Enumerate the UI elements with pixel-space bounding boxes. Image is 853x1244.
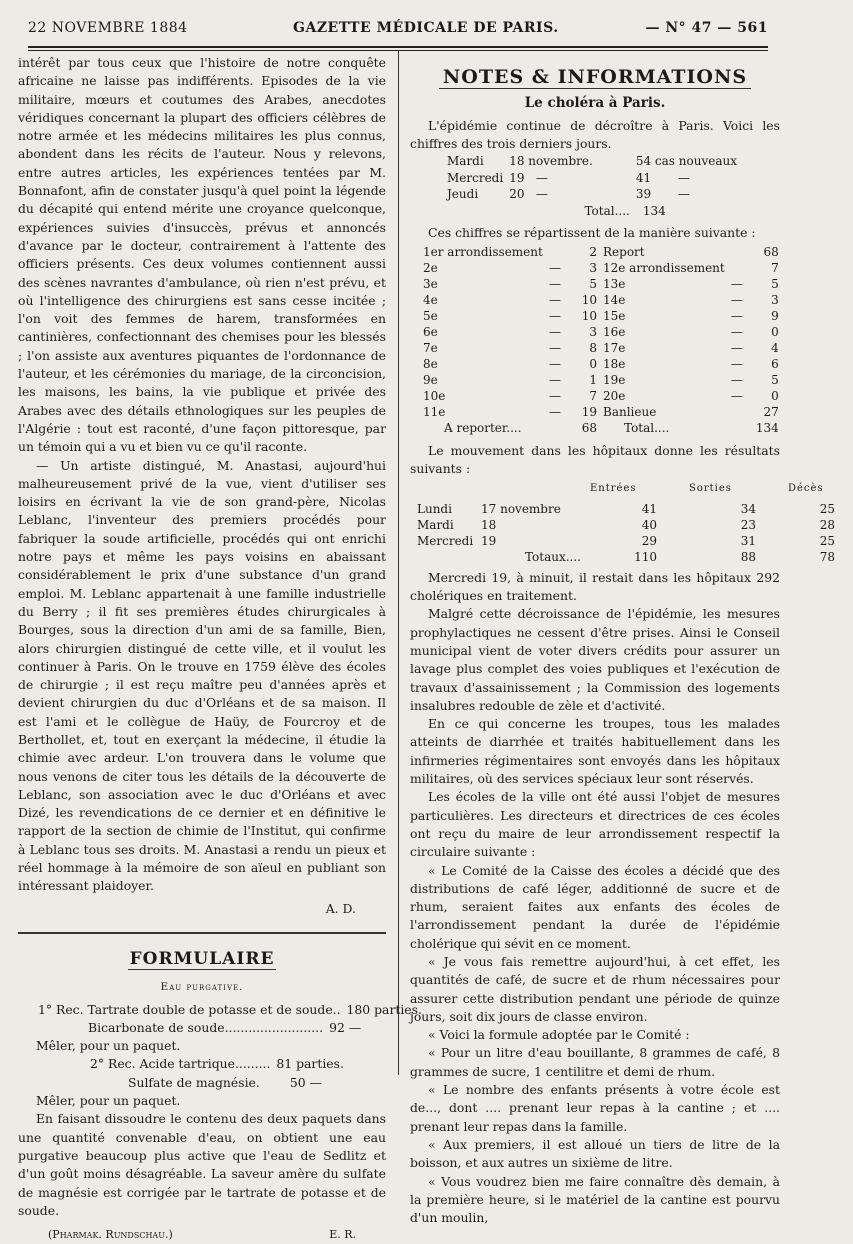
dash-mark: — — [730, 340, 743, 355]
table-row — [600, 324, 782, 340]
dash-mark: — — [549, 292, 561, 307]
arrondissement-label: 14e — [603, 292, 626, 307]
sorties-value: 31 — [740, 533, 756, 548]
dash-mark: — — [730, 372, 743, 387]
dash-mark — [728, 244, 746, 260]
recipe-line — [18, 1019, 386, 1037]
table-row — [420, 404, 600, 420]
column-divider — [398, 50, 399, 1075]
arrondissement-label: 7e — [423, 340, 438, 355]
case-count: 0 — [771, 324, 779, 339]
left-column — [18, 54, 422, 1244]
table-row — [420, 372, 600, 388]
arrondissement-label: 16e — [603, 324, 626, 339]
recipe-1b-ingredient: Bicarbonate de soude......................... — [88, 1019, 324, 1035]
dash-mark: — — [549, 308, 561, 323]
left-paragraph-2: — Un artiste distingué, M. Anastasi, aujourd'hui malheureusement privé de la vue, vient d'utiliser ses loisirs en écrivant la vie de son grand-père, Nicolas Leblanc, l'inventeur des premiers procédés pour fabriquer la soude artificielle, procédés qui ont enrichi notre pays et même les pays voisins en abaissant considérablement le prix d'une substance d'un grand emploi. M. Leblanc appartenait à une famille industrielle du Berry ; il fit ses premières études chirurgicales à Bourges, sous la direction d'un ami de sa famille, Bien, alors chirurgien distingué de cette ville, et il voulut les continuer à Paris. On le trouve en 1759 élève des écoles de chirurgie ; il est reçu maître peu d'années après et devient chirurgien du duc d'Orléans et de sa maison. Il est l'ami et le collègue de Haüy, de Fourcroy et de Berthollet, et, tout en exerçant la médecine, il étudie la chimie avec ardeur. L'on trouvera dans le volume que nous venons de citer tous les détails de la découverte de Leblanc, son association avec le duc d'Orléans et avec Dizé, les revendications de ce dernier et en définitive le rapport de la section de chimie de l'Institut, qui confirme à Leblanc tous ses droits. M. Anastasi a rendu un pieux et réel hommage à la mémoire de son aïeul en publiant son intéressant plaidoyer. — [18, 457, 386, 894]
paragraph: « Je vous fais remettre aujourd'hui, à cet effet, les quantités de café, de sucre et de rhum nécessaires pour assurer cette distribution pendant une période de quinze jours, soit dix jours de classe environ. — [410, 953, 780, 1024]
day-date: 19 — [481, 533, 497, 548]
day-date: 18 novembre. — [509, 154, 593, 169]
header-rule — [28, 46, 768, 48]
table-row — [420, 356, 600, 372]
recipe-2b-ingredient: Sulfate de magnésie. — [128, 1074, 260, 1090]
case-count: 3 — [589, 260, 597, 275]
dash-mark: — — [730, 276, 743, 291]
arrondissement-tables — [410, 244, 780, 436]
dash-mark: — — [549, 372, 561, 387]
formulaire-subtitle: Eau purgative. — [160, 981, 244, 994]
table-row — [600, 340, 782, 356]
case-count: 7 — [771, 260, 779, 275]
dash-mark: — — [549, 260, 561, 275]
table-row — [600, 356, 782, 372]
recipe-line — [18, 1074, 386, 1092]
table-row — [420, 308, 600, 324]
arrondissement-label: 11e — [423, 404, 446, 419]
total-label: Total.... — [624, 420, 670, 435]
arrondissement-table-right — [600, 244, 782, 436]
recipe-2-ingredient: 2° Rec. Acide tartrique......... — [90, 1056, 271, 1072]
dash-mark: — — [549, 276, 561, 291]
table-row — [420, 292, 600, 308]
case-count: 5 — [771, 276, 779, 291]
dash-mark: — — [549, 340, 561, 355]
dash-mark: — — [549, 388, 561, 403]
paragraph: « Le Comité de la Caisse des écoles a décidé que des distributions de café léger, additionné de sucre et de rhum, seraient faites aux enfants des écoles de l'arrondissement pendant la durée de l'épidémie cholérique qui sévit en ce moment. — [410, 862, 780, 951]
arrondissement-table-left — [420, 244, 600, 436]
dash-mark — [728, 404, 746, 420]
day-date: 18 — [481, 517, 497, 532]
entrees-value: 41 — [641, 501, 657, 516]
paragraph: Mercredi 19, à minuit, il restait dans les hôpitaux 292 cholériques en traitement. — [410, 569, 780, 604]
dash-mark: — — [730, 388, 743, 403]
mix-instruction: Mêler, pour un paquet. — [36, 1093, 181, 1109]
case-count: 2 — [589, 244, 597, 259]
dash-mark: — — [730, 308, 743, 323]
section-separator — [18, 932, 386, 934]
left-paragraph-1: intérêt par tous ceux que l'histoire de notre conquête africaine ne laisse pas indifférents. Episodes de la vie militaire, mœurs et coutumes des Arabes, anecdotes véridiques concernant la plupart des officiers célèbres de notre armée et les médecins militaires les plus connus, abondent dans les récits de l'auteur. Nous y relevons, entre autres articles, les expériences tentées par M. Bonnafont, afin de constater jusqu'à quel point la légende du décapité qui entend mérite une croyance quelconque, expériences suivies d'insuccès, prévus et annoncés d'avance par le docteur, contrairement à l'attente des officiers présents. Ces deux volumes contiennent aussi des scènes navrantes d'ambulance, où rien n'est prévu, et où l'intelligence des chirurgiens est sans cesse incitée ; l'on voit des femmes de harem, transformées en cantinières, confectionnant des chemises pour les blessés ; l'on assiste aux aventures piquantes de l'ordonnance de l'auteur, et les cérémonies du mariage, de la circoncision, les maisons, les bains, la vie publique et privée des Arabes avec des détails ethnologiques sur les peuples de l'Algérie : tout est raconté, d'une façon pittoresque, par un témoin qui a vu et bien vu ce qu'il raconte. — [18, 55, 386, 455]
dash-mark: — — [549, 356, 561, 371]
cholera-intro: L'épidémie continue de décroître à Paris. Voici les chiffres des trois derniers jours. — [410, 117, 780, 151]
arrondissement-label: 5e — [423, 308, 438, 323]
case-count: 0 — [771, 388, 779, 403]
arrondissement-label: Banlieue — [603, 404, 657, 419]
arrondissement-label: 6e — [423, 324, 438, 339]
day-date: 19 — [509, 170, 525, 185]
dash-mark: — — [730, 356, 743, 371]
arrondissement-label: 20e — [603, 388, 626, 403]
table-header-row — [414, 478, 853, 500]
notes-title: NOTES & INFORMATIONS — [439, 66, 751, 89]
table-row — [600, 388, 782, 404]
paragraph: « Vous voudrez bien me faire connaître dès demain, à la première heure, si le matériel de la cantine est pourvu d'un moulin, — [410, 1173, 780, 1226]
table-row: Jeudi 20 — 39 — — [444, 186, 740, 203]
right-column — [410, 54, 835, 1227]
paragraph: En ce qui concerne les troupes, tous les malades atteints de diarrhée et traités habituellement dans les infirmeries régimentaires sont envoyés dans les hôpitaux militaires, où des services spéciaux leur sont réservés. — [410, 716, 780, 787]
recipe-2b-quantity: 50 — — [289, 1074, 322, 1090]
table-row — [600, 420, 782, 436]
totals-label: Totaux.... — [524, 549, 581, 564]
table-row — [420, 276, 600, 292]
day-count: 41 — [635, 170, 652, 185]
dash-mark: — — [549, 324, 561, 339]
col-header-entrees: Entrées — [590, 483, 637, 495]
arrondissement-label: 19e — [603, 372, 626, 387]
col-header-deces: Décès — [788, 483, 824, 495]
deces-value: 28 — [819, 517, 835, 532]
arrondissement-label: 3e — [423, 276, 438, 291]
arrondissement-label: 10e — [423, 388, 446, 403]
case-count: 9 — [771, 308, 779, 323]
day-count: 54 cas nouveaux — [635, 154, 737, 169]
case-count: 10 — [581, 308, 597, 323]
total-sorties: 88 — [740, 549, 756, 564]
sorties-value: 23 — [740, 517, 756, 532]
dash-mark: — — [549, 404, 561, 419]
total-value: 134 — [642, 203, 666, 218]
hospital-table — [414, 478, 853, 564]
case-count: 6 — [771, 356, 779, 371]
table-row — [600, 308, 782, 324]
total-deces: 78 — [819, 549, 835, 564]
total-entrees: 110 — [634, 549, 657, 564]
case-count: 19 — [581, 404, 597, 419]
arrondissement-label: Report — [603, 244, 645, 259]
formulaire-initials: E. R. — [329, 1228, 356, 1242]
table-row — [444, 153, 740, 170]
table-row — [414, 501, 853, 517]
totals-row — [414, 549, 853, 565]
table-row — [600, 260, 782, 276]
table-row: Mercredi 19 — 41 — — [444, 170, 740, 187]
case-count: 8 — [589, 340, 597, 355]
arrondissement-label: 2e — [423, 260, 438, 275]
arrondissement-label: 17e — [603, 340, 626, 355]
case-count: 27 — [763, 404, 779, 419]
case-count: 68 — [763, 244, 779, 259]
dash-mark: — — [730, 324, 743, 339]
case-count: 10 — [581, 292, 597, 307]
case-count: 5 — [589, 276, 597, 291]
recipe-1-ingredient: 1° Rec. Tartrate double de potasse et de soude.. — [38, 1001, 341, 1017]
formulaire-footer — [18, 1220, 386, 1244]
repartition-intro: Ces chiffres se répartissent de la manière suivante : — [428, 224, 756, 240]
formulaire-text: En faisant dissoudre le contenu des deux paquets dans une quantité convenable d'eau, on obtient une eau purgative beaucoup plus active que l'eau de Sedlitz et d'un goût moins désagréable. La saveur amère du sulfate de magnésie est corrigée par le tartrate de potasse et de soude. — [18, 1111, 386, 1218]
table-row — [600, 244, 782, 260]
case-count: 3 — [771, 292, 779, 307]
hospital-intro: Le mouvement dans les hôpitaux donne les résultats suivants : — [410, 442, 780, 477]
arrondissement-label: 4e — [423, 292, 438, 307]
table-row — [420, 340, 600, 356]
case-count: 0 — [589, 356, 597, 371]
table-row — [444, 203, 740, 220]
day-name: Jeudi — [447, 187, 479, 202]
reporter-value: 68 — [581, 420, 597, 435]
paragraph: « Pour un litre d'eau bouillante, 8 grammes de café, 8 grammes de sucre, 1 centilitre et demi de rhum. — [410, 1045, 780, 1079]
recipe-1b-quantity: 92 — — [329, 1019, 362, 1035]
table-row — [414, 533, 853, 549]
formulaire-section — [18, 948, 422, 1244]
header-date: 22 NOVEMBRE 1884 — [28, 20, 188, 36]
formulaire-source: (Pharmak. Rundschau.) — [48, 1228, 173, 1242]
table-row — [420, 260, 600, 276]
table-row — [600, 404, 782, 420]
arrondissement-label: 12e arrondissement — [603, 260, 725, 275]
page-header — [28, 14, 768, 44]
table-row — [420, 420, 600, 436]
day-name: Mercredi — [417, 533, 474, 548]
header-journal-title: GAZETTE MÉDICALE DE PARIS. — [293, 20, 559, 36]
recipe-line — [18, 1001, 422, 1019]
arrondissement-label: 18e — [603, 356, 626, 371]
mix-instruction: Mêler, pour un paquet. — [36, 1038, 181, 1054]
day-name: Mardi — [417, 517, 454, 532]
recipe-2-quantity: 81 parties. — [276, 1056, 344, 1072]
case-count: 4 — [771, 340, 779, 355]
reporter-label: A reporter.... — [444, 420, 522, 435]
sorties-value: 34 — [740, 501, 756, 516]
dash-mark — [728, 260, 746, 276]
day-date: 20 — [509, 187, 525, 202]
daily-cases-table — [444, 153, 740, 219]
table-row — [420, 324, 600, 340]
cholera-title: Le choléra à Paris. — [524, 95, 666, 112]
paragraph: « Voici la formule adoptée par le Comité : — [428, 1027, 690, 1043]
header-issue-page: — N° 47 — 561 — [645, 20, 768, 36]
formulaire-title: FORMULAIRE — [129, 948, 275, 969]
day-name: Lundi — [417, 501, 452, 516]
arrondissement-label: 15e — [603, 308, 626, 323]
dash-mark — [546, 244, 564, 260]
total-label: Total.... — [584, 203, 630, 218]
paragraph: « Le nombre des enfants présents à votre école est de..., dont .... prenant leur repas à la cantine ; et .... prenant leur repas dans la famille. — [410, 1082, 780, 1134]
case-count: 5 — [771, 372, 779, 387]
entrees-value: 40 — [641, 517, 657, 532]
arrondissement-label: 13e — [603, 276, 626, 291]
deces-value: 25 — [819, 501, 835, 516]
entrees-value: 29 — [641, 533, 657, 548]
deces-value: 25 — [819, 533, 835, 548]
col-header-sorties: Sorties — [689, 483, 732, 495]
day-name: Mercredi — [447, 170, 504, 185]
recipe-line — [18, 1055, 386, 1073]
paragraph: « Aux premiers, il est alloué un tiers de litre de la boisson, et aux autres un sixième de litre. — [410, 1136, 780, 1171]
arrondissement-label: 8e — [423, 356, 438, 371]
total-value: 134 — [755, 420, 779, 435]
case-count: 1 — [589, 372, 597, 387]
paragraph: Les écoles de la ville ont été aussi l'objet de mesures particulières. Les directeurs et directrices de ces écoles ont reçu du maire de leur arrondissement respectif la circulaire suivante : — [410, 789, 780, 860]
day-date: 17 novembre — [481, 501, 561, 516]
table-row — [414, 517, 853, 533]
table-row — [600, 292, 782, 308]
article-signature: A. D. — [325, 900, 356, 916]
table-row — [420, 244, 600, 260]
arrondissement-label: 9e — [423, 372, 438, 387]
day-count: 39 — [635, 187, 652, 202]
dash-mark: — — [730, 292, 743, 307]
paragraph: Malgré cette décroissance de l'épidémie, les mesures prophylactiques ne cessent d'être prises. Ainsi le Conseil municipal vient de voter divers crédits pour assurer un lavage plus complet des voies publiques et l'exécution de travaux d'assainissement ; la Commission des logements insalubres redouble de zèle et d'activité. — [410, 606, 780, 713]
table-row — [600, 372, 782, 388]
table-row — [420, 388, 600, 404]
day-name: Mardi — [447, 154, 484, 169]
arrondissement-label: 1er arrondissement — [423, 244, 543, 259]
case-count: 3 — [589, 324, 597, 339]
recipe-1-quantity: 180 parties. — [346, 1001, 422, 1017]
table-row — [600, 276, 782, 292]
case-count: 7 — [589, 388, 597, 403]
